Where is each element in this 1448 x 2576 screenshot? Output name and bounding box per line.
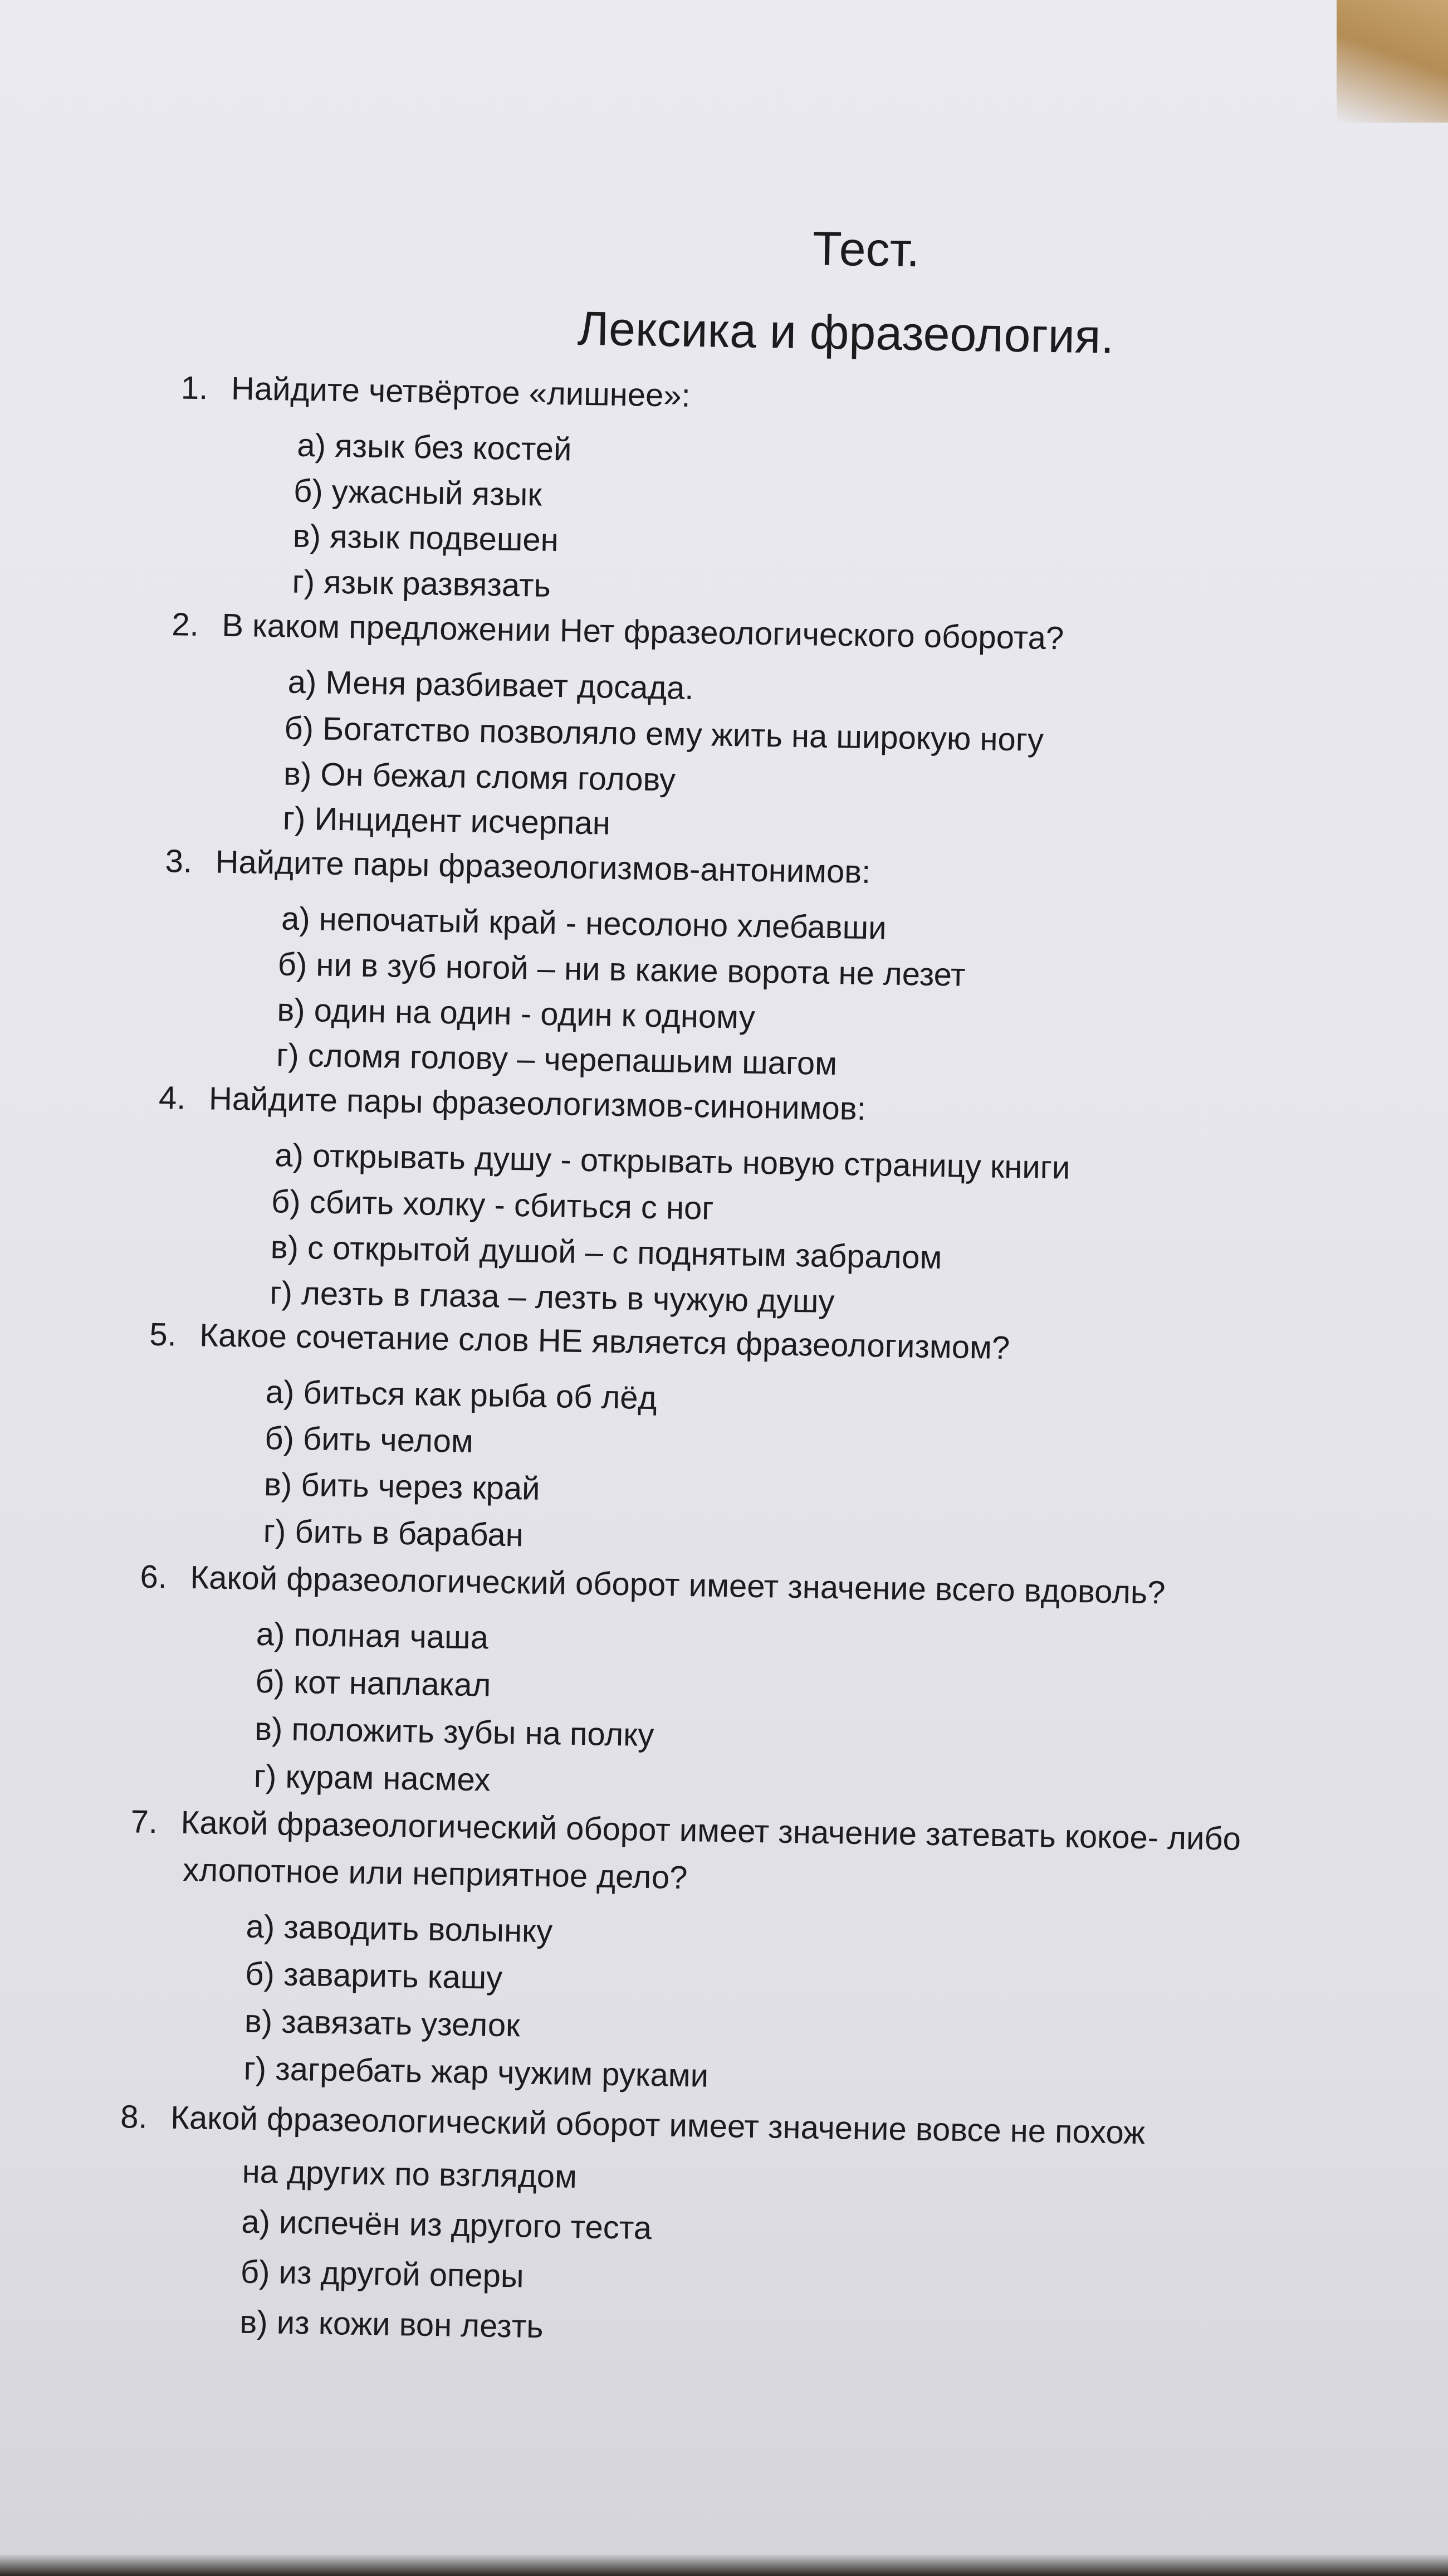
option-7b: б) заварить кашу bbox=[244, 1955, 503, 1996]
option-8b: б) из другой оперы bbox=[240, 2253, 525, 2295]
question-number: 1. bbox=[180, 369, 208, 407]
question-2 bbox=[172, 601, 1064, 662]
option-2b: б) Богатство позволяло ему жить на широкую ногу bbox=[283, 710, 1044, 758]
option-8a: а) испечён из другого теста bbox=[241, 2203, 652, 2247]
option-7c: в) завязать узелок bbox=[244, 2003, 521, 2044]
question-5 bbox=[149, 1311, 1010, 1372]
question-7-line-2: хлопотное или неприятное дело? bbox=[182, 1851, 688, 1896]
option-6c: в) положить зубы на полку bbox=[254, 1710, 654, 1754]
question-number: 7. bbox=[130, 1803, 158, 1841]
option-3c: в) один на один - один к одному bbox=[277, 992, 756, 1036]
option-6d: г) курам насмех bbox=[253, 1758, 491, 1798]
option-6a: а) полная чаша bbox=[256, 1616, 489, 1656]
question-number: 2. bbox=[171, 606, 199, 643]
option-8c: в) из кожи вон лезть bbox=[239, 2304, 544, 2345]
bottom-shadow bbox=[0, 2554, 1448, 2576]
option-5c: в) бить через край bbox=[263, 1466, 541, 1507]
question-number: 4. bbox=[158, 1080, 186, 1116]
option-7a: а) заводить волынку bbox=[246, 1908, 553, 1950]
option-2d: г) Инцидент исчерпан bbox=[282, 800, 611, 842]
option-3d: г) сломя голову – черепашьим шагом bbox=[276, 1037, 838, 1082]
question-number: 6. bbox=[140, 1558, 168, 1596]
question-text: Какой фразеологический оборот имеет значение всего вдоволь? bbox=[190, 1559, 1166, 1611]
option-1b: б) ужасный язык bbox=[293, 472, 542, 513]
option-3a: а) непочатый край - несолоно хлебавши bbox=[281, 900, 887, 947]
question-1 bbox=[180, 364, 691, 419]
question-text: Найдите четвёртое «лишнее»: bbox=[231, 370, 691, 414]
option-4d: г) лезть в глаза – лезть в чужую душу bbox=[270, 1275, 835, 1320]
test-subtitle: Лексика и фразеология. bbox=[577, 301, 1115, 364]
option-3b: б) ни в зуб ногой – ни в какие ворота не лезет bbox=[277, 946, 966, 993]
question-3 bbox=[165, 838, 871, 896]
question-number: 8. bbox=[120, 2099, 148, 2135]
option-1a: а) язык без костей bbox=[296, 427, 572, 468]
option-2a: а) Меня разбивает досада. bbox=[287, 663, 694, 707]
question-text: В каком предложении Нет фразеологического оборота? bbox=[221, 607, 1064, 657]
option-4a: а) открывать душу - открывать новую страницу книги bbox=[274, 1137, 1070, 1186]
option-5d: г) бить в барабан bbox=[263, 1513, 524, 1554]
question-text: Найдите пары фразеологизмов-антонимов: bbox=[215, 843, 871, 891]
question-8-line-2: на других по взглядом bbox=[242, 2153, 578, 2196]
question-text: Какой фразеологический оборот имеет значение вовсе не похож bbox=[170, 2099, 1146, 2151]
question-text: Какое сочетание слов НЕ является фразеологизмом? bbox=[199, 1317, 1010, 1367]
option-5b: б) бить челом bbox=[264, 1420, 474, 1460]
question-text: Какой фразеологический оборот имеет значение затевать кокое- либо bbox=[180, 1804, 1241, 1857]
option-1c: в) язык подвешен bbox=[292, 518, 559, 559]
option-4b: б) сбить холку - сбиться с ног bbox=[271, 1183, 714, 1227]
question-text: Найдите пары фразеологизмов-синонимов: bbox=[208, 1080, 867, 1127]
question-6 bbox=[140, 1554, 1166, 1617]
option-5a: а) биться как рыба об лёд bbox=[265, 1374, 657, 1417]
option-4c: в) с открытой душой – с поднятым забралом bbox=[270, 1229, 942, 1276]
option-7d: г) загребать жар чужим руками bbox=[243, 2050, 709, 2094]
question-number: 5. bbox=[149, 1316, 177, 1353]
option-2c: в) Он бежал сломя голову bbox=[283, 755, 676, 798]
question-8 bbox=[120, 2094, 1146, 2157]
test-title: Тест. bbox=[812, 222, 921, 277]
option-1d: г) язык развязать bbox=[292, 563, 551, 604]
question-number: 3. bbox=[165, 843, 193, 880]
option-6b: б) кот наплакал bbox=[255, 1663, 491, 1704]
